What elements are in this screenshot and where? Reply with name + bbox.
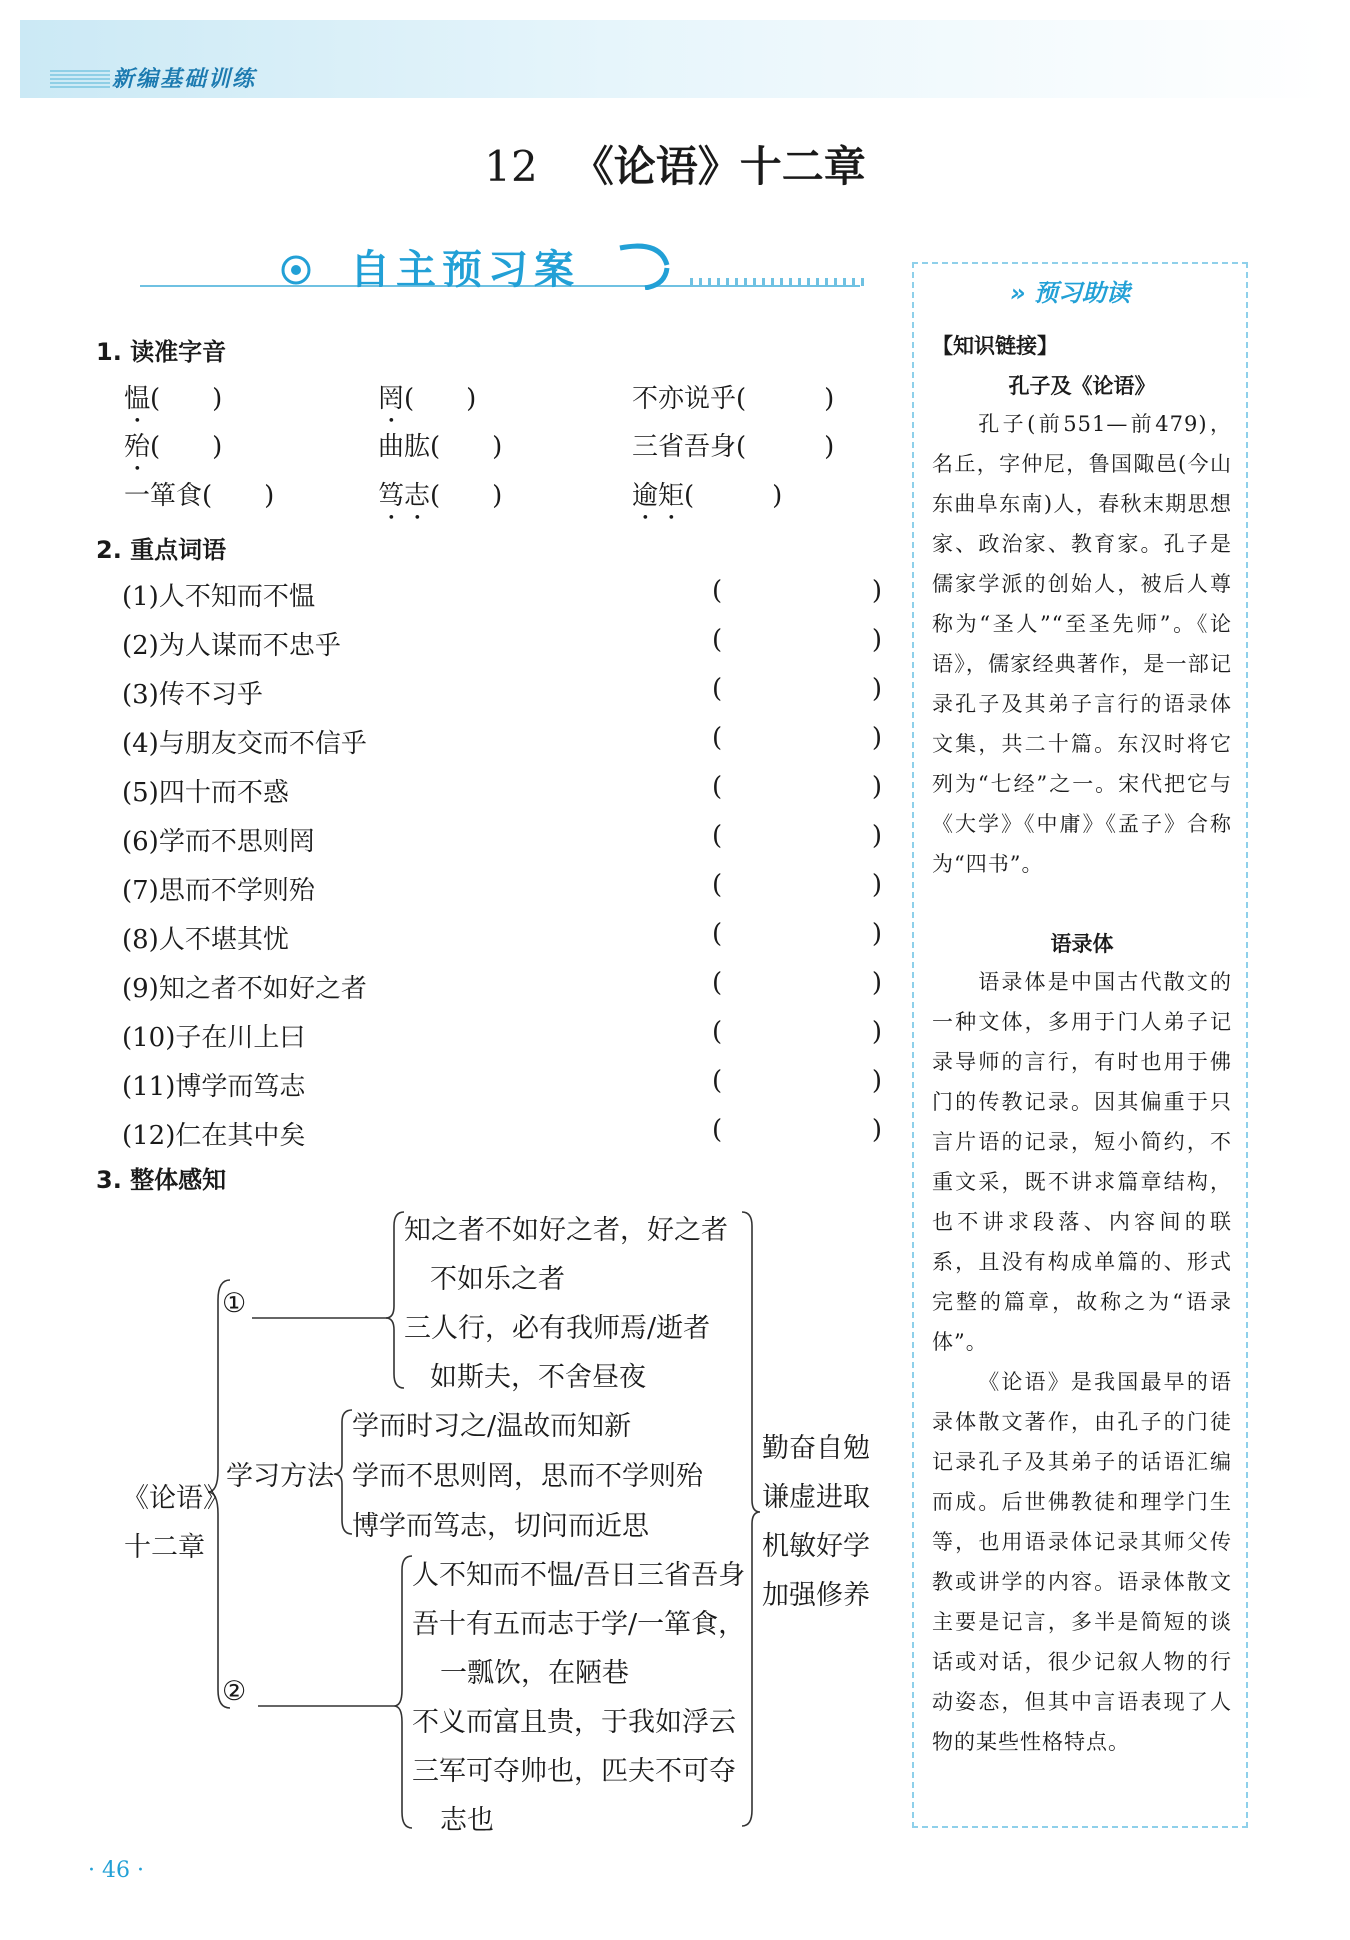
section1-heading: 1. 读准字音 [96, 338, 227, 366]
pinyin-word: 一箪食 [124, 481, 203, 511]
vocab-item: (2)为人谋而不忠乎 [122, 631, 341, 661]
branch1-line: 不如乐之者 [430, 1264, 565, 1295]
vocab-item: (9)知之者不如好之者 [122, 974, 367, 1004]
pinyin-word: 不亦说乎 [632, 384, 737, 414]
pinyin-word: 曲肱 [378, 432, 431, 462]
answer-blank[interactable]: ( ) [684, 481, 783, 511]
vocab-answer-blank[interactable]: ( ) [712, 1115, 882, 1145]
section3-heading: 3. 整体感知 [96, 1166, 227, 1194]
lesson-name: 《论语》十二章 [571, 142, 866, 191]
vocab-answer-blank[interactable]: ( ) [712, 1066, 882, 1096]
branch2-line: 学而不思则罔，思而不学则殆 [352, 1461, 703, 1492]
branch1-line: 如斯夫，不舍昼夜 [430, 1362, 646, 1393]
vocab-item: (4)与朋友交而不信乎 [122, 729, 367, 759]
sidebar-title-confucius: 孔子及《论语》 [1008, 374, 1156, 398]
vocab-item: (8)人不堪其忧 [122, 925, 289, 955]
branch3-blank[interactable]: ② [222, 1676, 247, 1707]
vocab-item: (12)仁在其中矣 [122, 1121, 306, 1151]
page-number: · 46 · [88, 1858, 144, 1883]
knowledge-link-label: 【知识链接】 [932, 334, 1058, 358]
vocab-answer-blank[interactable]: ( ) [712, 870, 882, 900]
answer-blank[interactable]: ( ) [736, 384, 835, 414]
answer-blank[interactable]: ( ) [430, 481, 503, 511]
vocab-answer-blank[interactable]: ( ) [712, 625, 882, 655]
branch3-line: 三军可夺帅也，匹夫不可夺 [412, 1756, 736, 1787]
vocab-answer-blank[interactable]: ( ) [712, 576, 882, 606]
branch3-line: 不义而富且贵，于我如浮云 [412, 1707, 736, 1738]
vocab-item: (6)学而不思则罔 [122, 827, 315, 857]
answer-blank[interactable]: ( ) [150, 384, 223, 414]
vocab-answer-blank[interactable]: ( ) [712, 723, 882, 753]
vocab-item: (7)思而不学则殆 [122, 876, 315, 906]
vocab-item: (1)人不知而不愠 [122, 582, 315, 612]
section2-heading: 2. 重点词语 [96, 536, 227, 564]
sidebar-heading: » 预习助读 [1010, 279, 1130, 307]
branch3-line: 吾十有五而志于学/一箪食， [412, 1609, 746, 1640]
section-banner: 自主预习案 [350, 247, 580, 293]
answer-blank[interactable]: ( ) [736, 432, 835, 462]
conclusion-line: 谦虚进取 [762, 1482, 870, 1513]
answer-blank[interactable]: ( ) [150, 432, 223, 462]
pinyin-word: 愠 [124, 384, 151, 414]
chevron-right-icon: » [1010, 279, 1034, 307]
sidebar-paragraph: 孔子(前551—前479)，名丘，字仲尼，鲁国陬邑(今山东曲阜东南)人，春秋末期思想家、政治家、教育家。孔子是儒家学派的创始人，被后人尊称为“圣人”“至圣先师”。《论语》，儒家经典著作，是一部记录孔子及其弟子言行的语录体文集，共二十篇。东汉时将它列为“七经”之一。宋代把它与《大学》《中庸》《孟子》合称为“四书”。 [932, 412, 1232, 876]
branch1-line: 知之者不如好之者，好之者 [404, 1215, 728, 1246]
pinyin-word: 罔 [378, 384, 405, 414]
branch1-blank[interactable]: ① [222, 1288, 247, 1319]
branch2-line: 博学而笃志，切问而近思 [352, 1511, 649, 1542]
branch1-line: 三人行，必有我师焉/逝者 [404, 1313, 711, 1344]
branch2-line: 学而时习之/温故而知新 [352, 1411, 632, 1442]
vocab-answer-blank[interactable]: ( ) [712, 1017, 882, 1047]
answer-blank[interactable]: ( ) [404, 384, 477, 414]
sidebar-paragraph: 《论语》是我国最早的语录体散文著作，由孔子的门徒记录孔子及其弟子的话语汇编而成。后世佛教徒和理学门生等，也用语录体记录其师父传教或讲学的内容。语录体散文主要是记言，多半是简短的谈话或对话，很少记叙人物的行动姿态，但其中言语表现了人物的某些性格特点。 [932, 1370, 1232, 1754]
series-title: 新编基础训练 [112, 66, 257, 92]
vocab-item: (3)传不习乎 [122, 680, 263, 710]
lesson-number: 12 [484, 142, 538, 191]
sidebar-paragraph: 语录体是中国古代散文的一种文体，多用于门人弟子记录导师的言行，有时也用于佛门的传教记录。因其偏重于只言片语的记录，短小简约，不重文采，既不讲求篇章结构，也不讲求段落、内容间的联系，且没有构成单篇的、形式完整的篇章，故称之为“语录体”。 [932, 970, 1232, 1354]
branch3-line: 志也 [440, 1805, 494, 1836]
pinyin-word: 三省吾身 [632, 432, 737, 462]
answer-blank[interactable]: ( ) [202, 481, 275, 511]
root-line1: 《论语》 [122, 1483, 230, 1514]
vocab-item: (11)博学而笃志 [122, 1072, 306, 1102]
sidebar-title-yulu: 语录体 [1050, 932, 1114, 956]
pinyin-word: 笃志 [378, 481, 431, 511]
vocab-answer-blank[interactable]: ( ) [712, 674, 882, 704]
answer-blank[interactable]: ( ) [430, 432, 503, 462]
conclusion-line: 加强修养 [762, 1580, 870, 1611]
root-line2: 十二章 [124, 1532, 205, 1563]
branch3-line: 人不知而不愠/吾日三省吾身 [412, 1560, 746, 1591]
vocab-item: (5)四十而不惑 [122, 778, 289, 808]
branch3-line: 一瓢饮，在陋巷 [440, 1658, 629, 1689]
pinyin-word: 殆 [124, 432, 151, 462]
conclusion-line: 勤奋自勉 [762, 1433, 870, 1464]
branch2-label: 学习方法 [226, 1461, 334, 1492]
pinyin-word: 逾矩 [632, 481, 685, 511]
vocab-answer-blank[interactable]: ( ) [712, 821, 882, 851]
vocab-answer-blank[interactable]: ( ) [712, 968, 882, 998]
vocab-answer-blank[interactable]: ( ) [712, 772, 882, 802]
vocab-answer-blank[interactable]: ( ) [712, 919, 882, 949]
conclusion-line: 机敏好学 [762, 1531, 870, 1562]
vocab-item: (10)子在川上曰 [122, 1023, 306, 1053]
